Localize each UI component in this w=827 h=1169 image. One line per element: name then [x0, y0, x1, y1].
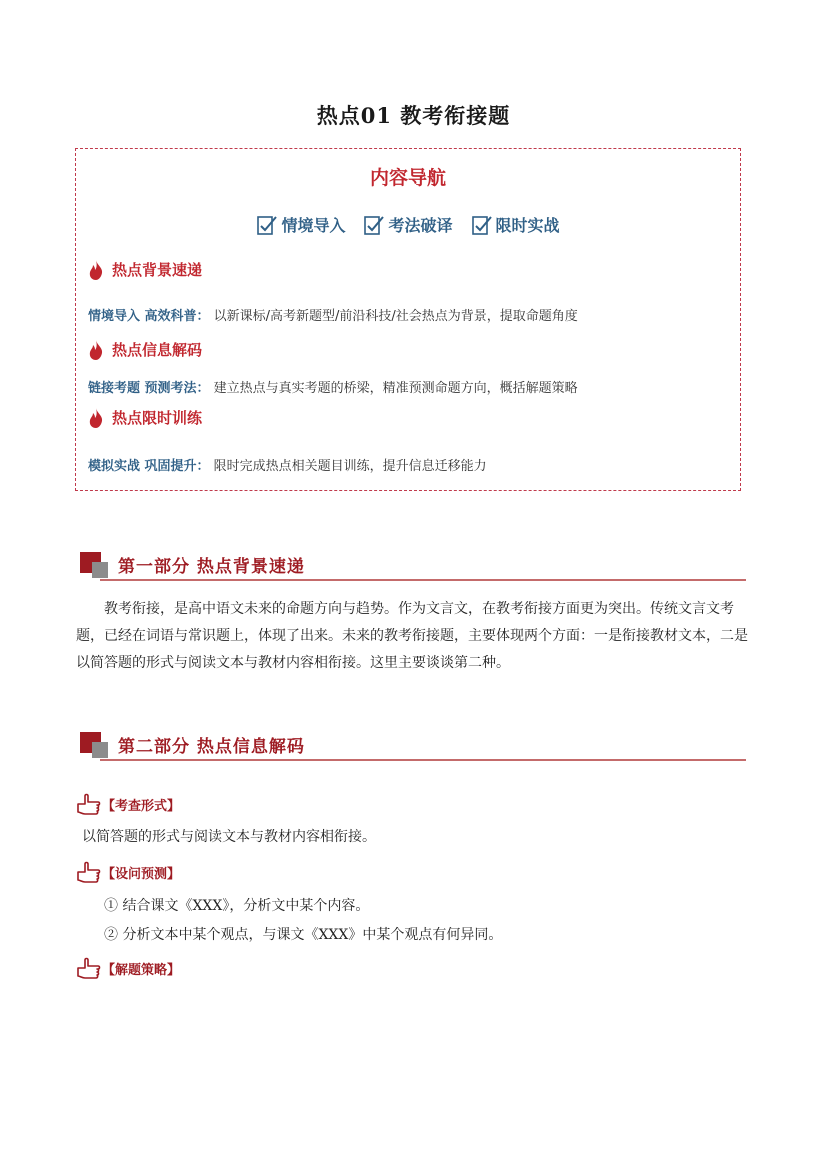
section-tag: 情境导入 高效科普： [88, 309, 210, 324]
section-desc-text: 建立热点与真实考题的桥梁，精准预测命题方向，概括解题策略 [213, 381, 578, 396]
form-heading [76, 792, 180, 816]
part-one-header [80, 548, 746, 582]
pointing-hand-icon [76, 956, 102, 980]
nav-tab-intro[interactable] [256, 213, 345, 236]
part-divider [100, 759, 746, 761]
flame-icon [88, 260, 104, 280]
part-marker-icon [80, 552, 110, 578]
pointing-hand-icon [76, 860, 102, 884]
section-heading-label: 热点信息解码 [112, 341, 203, 359]
part-one-paragraph: 教考衔接，是高中语文未来的命题方向与趋势。作为文言文，在教考衔接方面更为突出。传统文言文考题，已经在词语与常识题上，体现了出来。未来的教考衔接题，主要体现两个方面：一是衔接教材文本，二是以简答题的形式与阅读文本与教材内容相衔接。这里主要谈谈第二种。 [76, 601, 748, 671]
section-description [88, 455, 487, 474]
section-heading-label: 热点限时训练 [112, 409, 203, 427]
strategy-heading-label: 【解题策略】 [102, 962, 181, 978]
nav-tab-method[interactable] [363, 213, 452, 236]
nav-tab-label: 情境导入 [281, 216, 346, 235]
predict-heading-label: 【设问预测】 [102, 866, 181, 882]
section-heading-label: 热点背景速递 [112, 261, 203, 279]
predict-item: ① 结合课文《XXX》，分析文中某个内容。 [104, 898, 370, 914]
section-desc-text: 以新课标/高考新题型/前沿科技/社会热点为背景，提取命题角度 [213, 309, 578, 324]
strategy-heading [76, 956, 180, 980]
pointing-hand-icon [76, 792, 102, 816]
content-navigation-box [75, 148, 741, 491]
section-description [88, 377, 578, 396]
part-two-header [80, 728, 746, 762]
section-heading-background [88, 259, 202, 280]
part-one-label: 第一部分 热点背景速递 [118, 557, 305, 577]
part-marker-icon [80, 732, 110, 758]
checklist-icon [363, 214, 385, 236]
form-heading-label: 【考查形式】 [102, 798, 181, 814]
section-tag: 链接考题 预测考法： [88, 381, 210, 396]
nav-tab-label: 考法破译 [388, 216, 453, 235]
predict-heading [76, 860, 180, 884]
checklist-icon [256, 214, 278, 236]
section-desc-text: 限时完成热点相关题目训练，提升信息迁移能力 [213, 459, 487, 474]
checklist-icon [471, 214, 493, 236]
nav-tab-label: 限时实战 [495, 216, 560, 235]
flame-icon [88, 340, 104, 360]
form-text: 以简答题的形式与阅读文本与教材内容相衔接。 [82, 829, 376, 845]
nav-title: 内容导航 [369, 167, 446, 189]
page-title: 热点01 教考衔接题 [316, 103, 511, 128]
section-tag: 模拟实战 巩固提升： [88, 459, 210, 474]
part-divider [100, 579, 746, 581]
section-heading-training [88, 407, 202, 428]
section-heading-decode [88, 339, 202, 360]
predict-item: ② 分析文本中某个观点，与课文《XXX》中某个观点有何异同。 [104, 927, 503, 943]
part-two-label: 第二部分 热点信息解码 [118, 737, 305, 757]
section-description [88, 305, 578, 324]
nav-tabs [76, 213, 740, 236]
flame-icon [88, 408, 104, 428]
nav-tab-practice[interactable] [471, 213, 560, 236]
